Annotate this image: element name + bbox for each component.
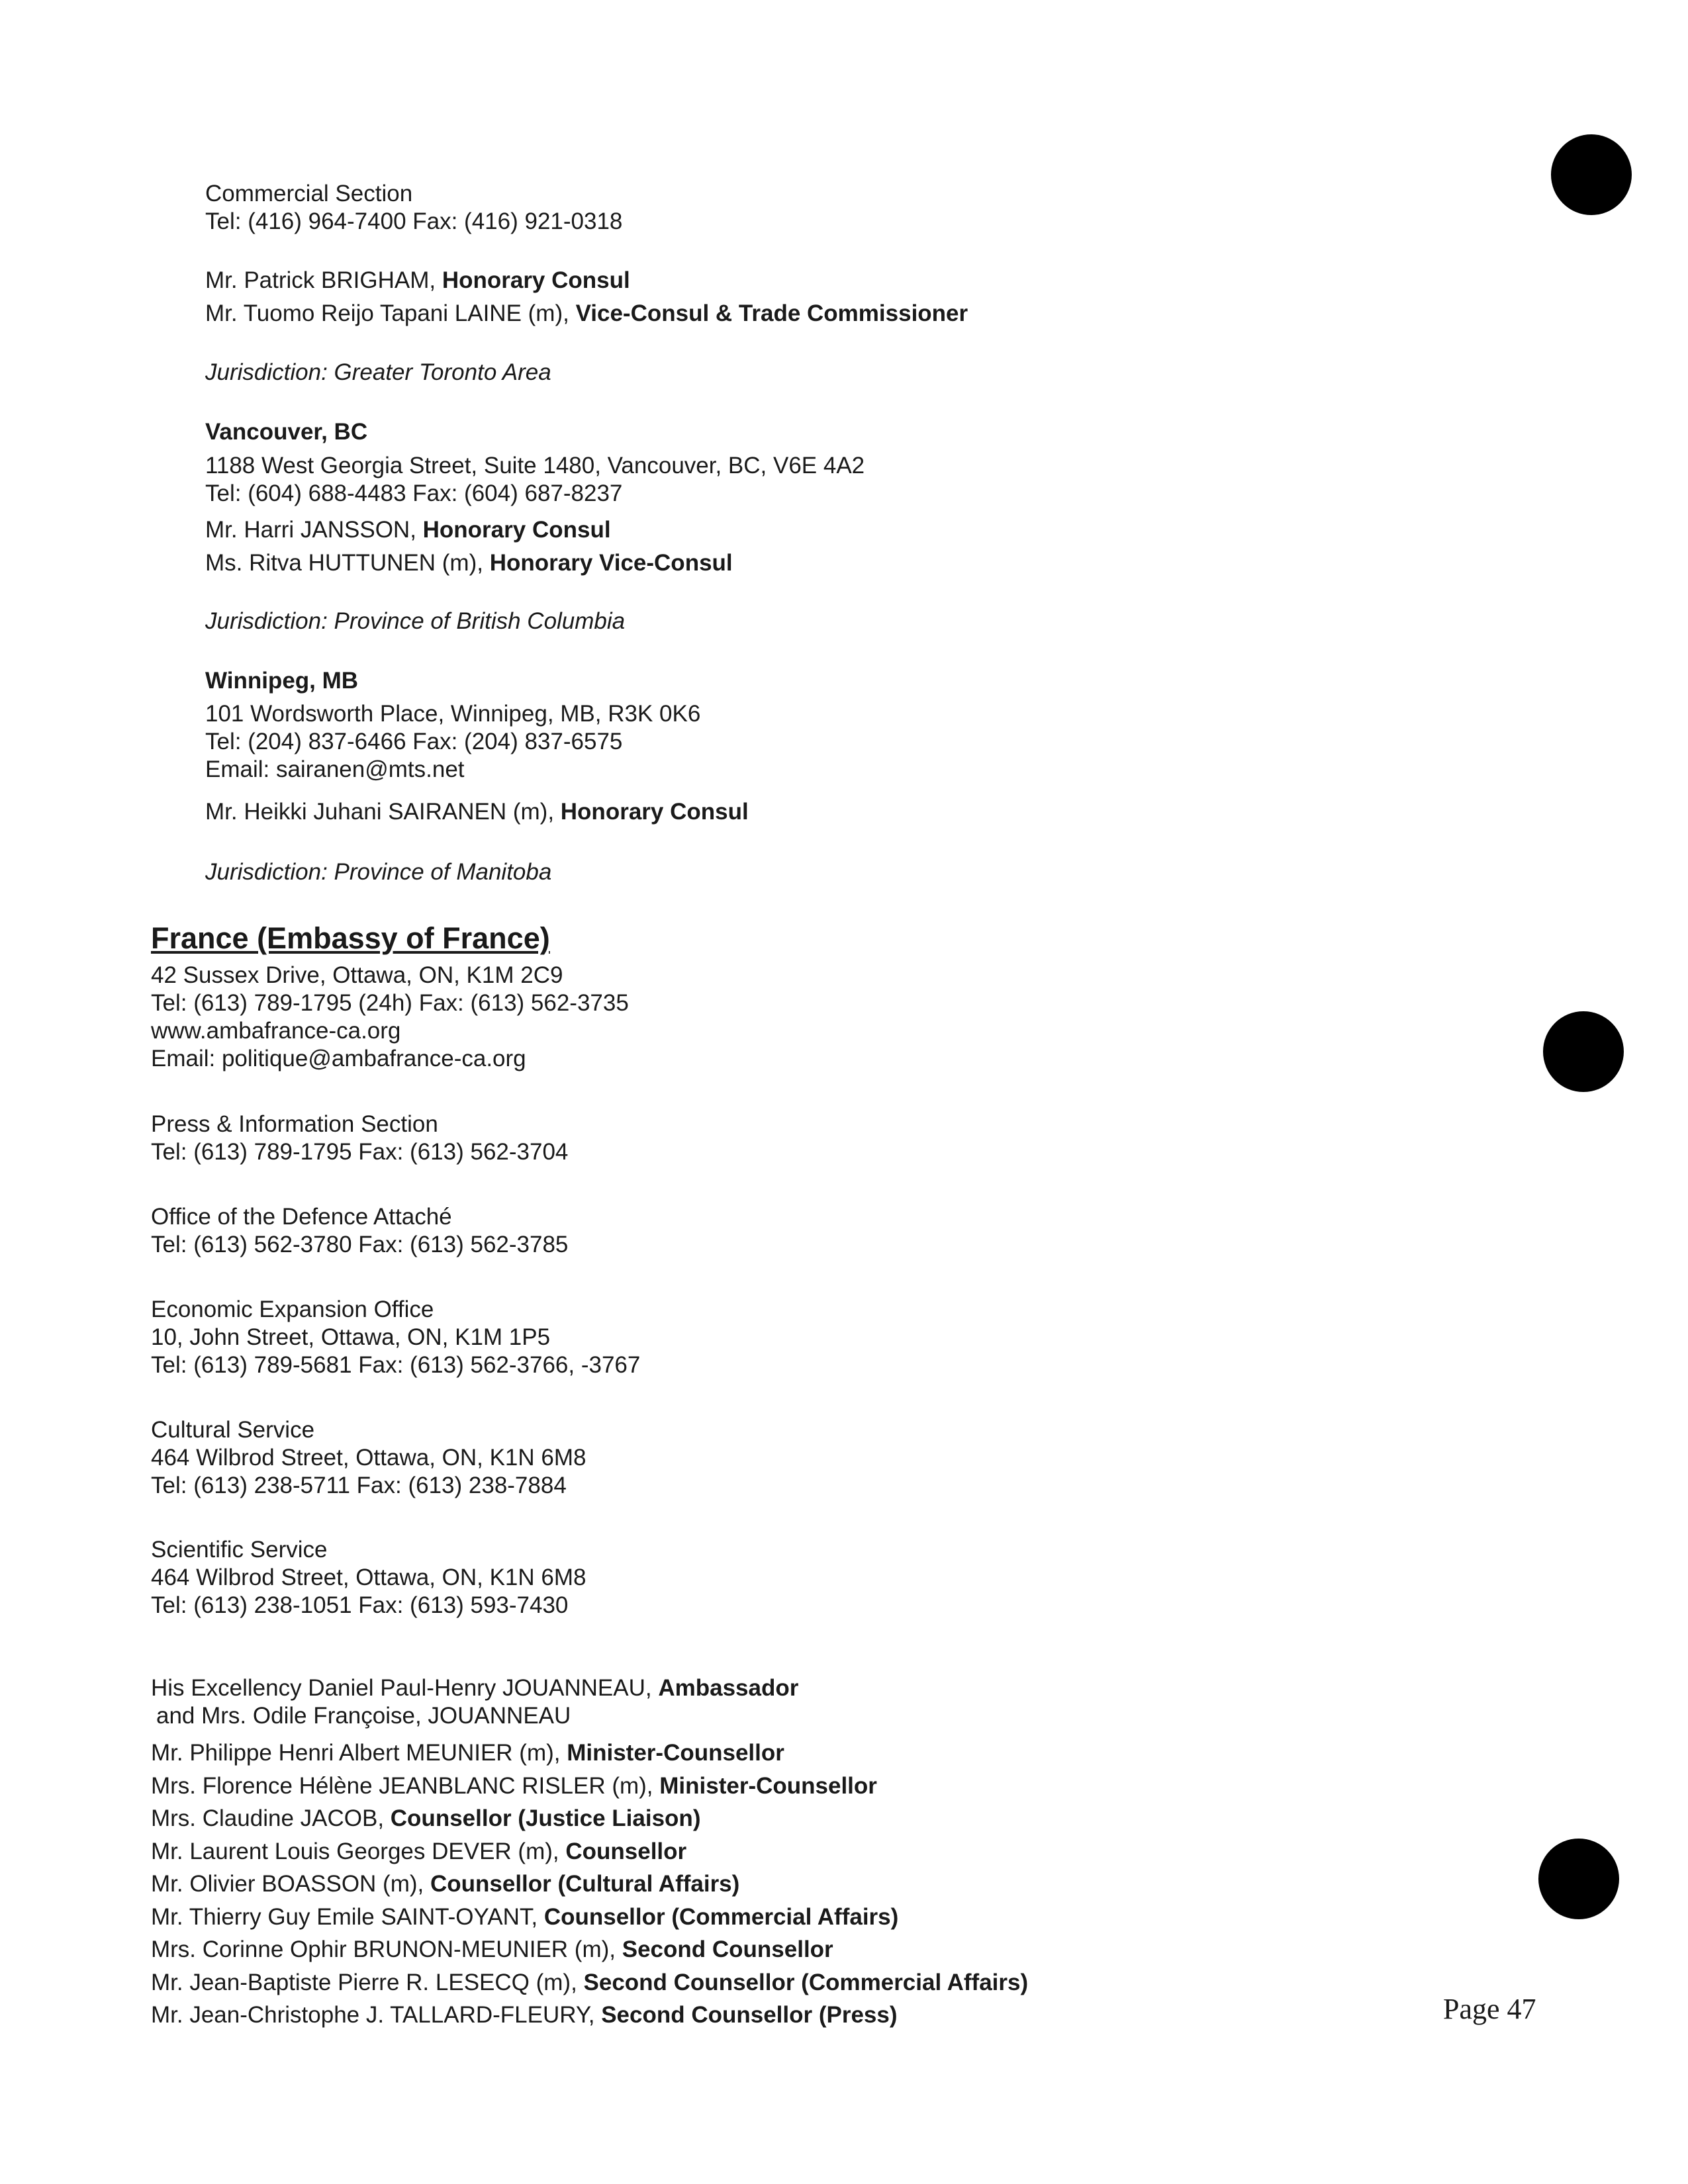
france-phone: Tel: (613) 789-1795 (24h) Fax: (613) 562-3735 bbox=[151, 990, 629, 1016]
official-entry bbox=[205, 516, 611, 544]
official-entry bbox=[205, 300, 968, 328]
official-name: Mr. Harri JANSSON, bbox=[205, 517, 423, 543]
official-title: Honorary Consul bbox=[442, 267, 630, 293]
section-line: 464 Wilbrod Street, Ottawa, ON, K1N 6M8 bbox=[151, 1445, 586, 1471]
official-entry bbox=[151, 1936, 833, 1964]
official-entry bbox=[151, 1870, 739, 1898]
france-website-link[interactable]: www.ambafrance-ca.org bbox=[151, 1018, 401, 1044]
section-line: 464 Wilbrod Street, Ottawa, ON, K1N 6M8 bbox=[151, 1565, 586, 1590]
official-entry bbox=[205, 267, 630, 295]
vancouver-jurisdiction: Jurisdiction: Province of British Columbia bbox=[205, 608, 626, 634]
official-entry bbox=[151, 1838, 686, 1866]
vancouver-address: 1188 West Georgia Street, Suite 1480, Vancouver, BC, V6E 4A2 bbox=[205, 453, 865, 478]
official-title: Honorary Vice-Consul bbox=[489, 550, 733, 576]
official-name: Mr. Jean-Baptiste Pierre R. LESECQ (m), bbox=[151, 1970, 584, 1995]
section-line: 10, John Street, Ottawa, ON, K1M 1P5 bbox=[151, 1324, 551, 1350]
section-name: Economic Expansion Office bbox=[151, 1297, 434, 1322]
vancouver-city-heading: Vancouver, BC bbox=[205, 419, 368, 445]
official-entry bbox=[205, 549, 733, 577]
official-name: Mr. Laurent Louis Georges DEVER (m), bbox=[151, 1839, 566, 1864]
section-name: Office of the Defence Attaché bbox=[151, 1204, 452, 1230]
official-name: Mrs. Florence Hélène JEANBLANC RISLER (m), bbox=[151, 1773, 660, 1799]
official-title: Second Counsellor (Press) bbox=[601, 2002, 898, 2028]
section-name: Press & Information Section bbox=[151, 1111, 438, 1137]
official-name: Mr. Philippe Henri Albert MEUNIER (m), bbox=[151, 1740, 567, 1766]
official-name: Mr. Jean-Christophe J. TALLARD-FLEURY, bbox=[151, 2002, 602, 2028]
france-address: 42 Sussex Drive, Ottawa, ON, K1M 2C9 bbox=[151, 962, 563, 988]
official-title: Counsellor (Commercial Affairs) bbox=[543, 1904, 899, 1930]
official-title: Second Counsellor bbox=[622, 1936, 833, 1962]
official-title: Honorary Consul bbox=[422, 517, 611, 543]
official-title: Ambassador bbox=[658, 1675, 799, 1701]
france-email-link[interactable]: Email: politique@ambafrance-ca.org bbox=[151, 1046, 526, 1071]
official-name: His Excellency Daniel Paul-Henry JOUANNEAU, bbox=[151, 1675, 659, 1701]
official-title: Honorary Consul bbox=[560, 799, 749, 825]
section-line: Tel: (613) 789-5681 Fax: (613) 562-3766, -3767 bbox=[151, 1352, 641, 1378]
ambassador-entry bbox=[151, 1674, 798, 1702]
official-entry bbox=[205, 798, 749, 826]
official-title: Counsellor (Cultural Affairs) bbox=[430, 1871, 740, 1897]
official-entry bbox=[151, 2001, 898, 2029]
winnipeg-email: Email: sairanen@mts.net bbox=[205, 756, 465, 782]
section-line: Tel: (613) 238-1051 Fax: (613) 593-7430 bbox=[151, 1592, 569, 1618]
official-name: Mrs. Claudine JACOB, bbox=[151, 1805, 391, 1831]
official-name: Mr. Tuomo Reijo Tapani LAINE (m), bbox=[205, 300, 576, 326]
official-entry bbox=[151, 1903, 898, 1931]
official-name: Mr. Heikki Juhani SAIRANEN (m), bbox=[205, 799, 561, 825]
punch-hole-bottom bbox=[1538, 1839, 1619, 1919]
section-name: Cultural Service bbox=[151, 1417, 315, 1443]
section-line: Tel: (613) 562-3780 Fax: (613) 562-3785 bbox=[151, 1232, 569, 1257]
toronto-jurisdiction: Jurisdiction: Greater Toronto Area bbox=[205, 359, 551, 385]
official-title: Second Counsellor (Commercial Affairs) bbox=[583, 1970, 1029, 1995]
france-embassy-heading: France (Embassy of France) bbox=[151, 921, 550, 955]
vancouver-phone: Tel: (604) 688-4483 Fax: (604) 687-8237 bbox=[205, 480, 623, 506]
official-name: Mr. Olivier BOASSON (m), bbox=[151, 1871, 430, 1897]
official-entry bbox=[151, 1772, 877, 1800]
toronto-commercial-section: Commercial Section bbox=[205, 181, 413, 206]
official-title: Counsellor bbox=[565, 1839, 687, 1864]
official-title: Counsellor (Justice Liaison) bbox=[390, 1805, 701, 1831]
punch-hole-middle bbox=[1543, 1011, 1624, 1092]
winnipeg-city-heading: Winnipeg, MB bbox=[205, 668, 359, 694]
section-line: Tel: (613) 789-1795 Fax: (613) 562-3704 bbox=[151, 1139, 569, 1165]
winnipeg-jurisdiction: Jurisdiction: Province of Manitoba bbox=[205, 859, 552, 885]
official-entry bbox=[151, 1805, 700, 1833]
official-name: Mrs. Corinne Ophir BRUNON-MEUNIER (m), bbox=[151, 1936, 622, 1962]
winnipeg-phone: Tel: (204) 837-6466 Fax: (204) 837-6575 bbox=[205, 729, 623, 754]
winnipeg-address: 101 Wordsworth Place, Winnipeg, MB, R3K 0K6 bbox=[205, 701, 701, 727]
punch-hole-top bbox=[1551, 134, 1632, 215]
official-title: Minister-Counsellor bbox=[567, 1740, 784, 1766]
official-name: Mr. Patrick BRIGHAM, bbox=[205, 267, 442, 293]
official-entry bbox=[151, 1739, 784, 1767]
official-name: Mr. Thierry Guy Emile SAINT-OYANT, bbox=[151, 1904, 544, 1930]
toronto-commercial-phone: Tel: (416) 964-7400 Fax: (416) 921-0318 bbox=[205, 208, 623, 234]
official-title: Vice-Consul & Trade Commissioner bbox=[575, 300, 968, 326]
ambassador-spouse: and Mrs. Odile Françoise, JOUANNEAU bbox=[156, 1703, 571, 1729]
section-name: Scientific Service bbox=[151, 1537, 328, 1563]
section-line: Tel: (613) 238-5711 Fax: (613) 238-7884 bbox=[151, 1473, 567, 1498]
official-title: Minister-Counsellor bbox=[659, 1773, 877, 1799]
page-number: Page 47 bbox=[1443, 1993, 1536, 2025]
official-entry bbox=[151, 1969, 1028, 1997]
official-name: Ms. Ritva HUTTUNEN (m), bbox=[205, 550, 490, 576]
